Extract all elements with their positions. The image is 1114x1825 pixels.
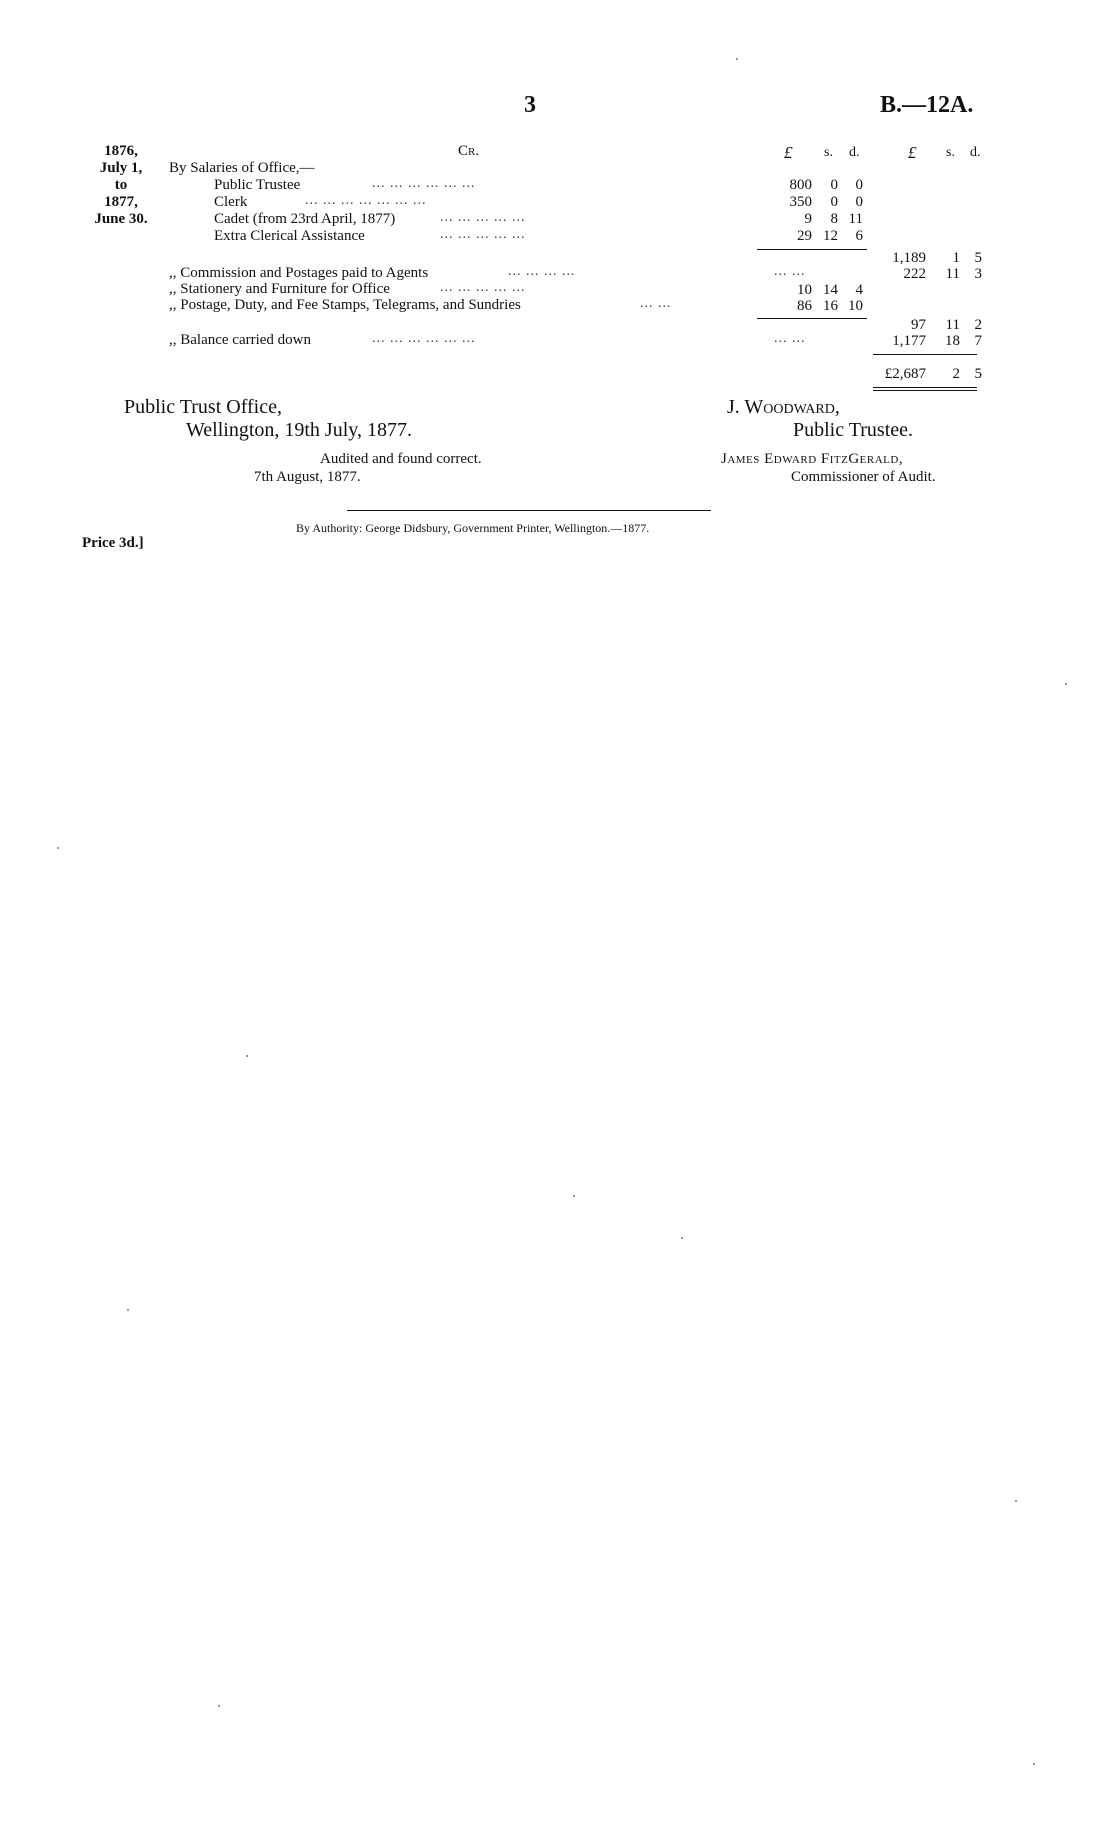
amount-pounds: 800 bbox=[789, 177, 812, 193]
entry-label: ,, Balance carried down bbox=[169, 332, 312, 348]
auditor-title: Commissioner of Audit. bbox=[791, 469, 936, 485]
office-name: Public Trust Office, bbox=[124, 396, 282, 418]
scan-speck bbox=[127, 1309, 129, 1311]
amount-pounds: 9 bbox=[804, 211, 812, 227]
grand-total-pounds: £2,687 bbox=[884, 366, 926, 382]
amount-pence: 6 bbox=[855, 228, 863, 244]
pounds-header: £ bbox=[908, 143, 917, 162]
amount-pence: 3 bbox=[974, 266, 982, 282]
pounds-header: £ bbox=[784, 143, 793, 162]
entry-label: ,, Postage, Duty, and Fee Stamps, Telegrams, and Sundries bbox=[169, 297, 521, 313]
amount-pence: 0 bbox=[855, 194, 863, 210]
shillings-header: s. bbox=[824, 145, 833, 160]
amount-pounds: 350 bbox=[789, 194, 812, 210]
scan-speck bbox=[1065, 683, 1067, 685]
subtotal-rule bbox=[757, 318, 867, 319]
leader-dots: ... ... ... ... ... bbox=[440, 227, 526, 242]
credit-label: Cr. bbox=[458, 143, 480, 159]
amount-pence: 11 bbox=[848, 211, 863, 227]
amount-pounds: 29 bbox=[797, 228, 812, 244]
signatory-name: J. Woodward, bbox=[727, 396, 840, 418]
date-line: 1876, bbox=[104, 143, 138, 159]
subtotal-pounds: 97 bbox=[911, 317, 926, 333]
amount-pounds: 222 bbox=[903, 266, 926, 282]
leader-dots: ... ... ... ... ... bbox=[440, 210, 526, 225]
audit-statement: Audited and found correct. bbox=[320, 451, 482, 467]
subtotal-pence: 2 bbox=[974, 317, 982, 333]
subtotal-pounds: 1,189 bbox=[892, 250, 926, 266]
leader-dots: ... ... ... ... ... ... ... bbox=[305, 193, 427, 208]
price-label: Price 3d.] bbox=[82, 535, 144, 551]
amount-shillings: 8 bbox=[830, 211, 838, 227]
office-date: Wellington, 19th July, 1877. bbox=[186, 419, 412, 441]
leader-dots: ... ... bbox=[640, 296, 672, 311]
salaries-heading: By Salaries of Office,— bbox=[169, 160, 315, 176]
entry-label: Extra Clerical Assistance bbox=[214, 228, 365, 244]
grand-total-shillings: 2 bbox=[952, 366, 960, 382]
subtotal-shillings: 11 bbox=[945, 317, 960, 333]
auditor-name: James Edward FitzGerald, bbox=[721, 451, 904, 467]
entry-label: Public Trustee bbox=[214, 177, 301, 193]
amount-pence: 10 bbox=[848, 298, 863, 314]
leader-dots: ... ... bbox=[774, 264, 806, 279]
entry-label: Cadet (from 23rd April, 1877) bbox=[214, 211, 396, 227]
date-line: 1877, bbox=[104, 194, 138, 210]
total-double-rule bbox=[873, 387, 977, 388]
amount-shillings: 0 bbox=[830, 177, 838, 193]
amount-pounds: 10 bbox=[797, 282, 812, 298]
scan-speck bbox=[57, 847, 59, 849]
date-line: to bbox=[114, 177, 128, 193]
printer-authority: By Authority: George Didsbury, Government Printer, Wellington.—1877. bbox=[296, 521, 650, 535]
scan-speck bbox=[246, 1055, 248, 1057]
page-number: 3 bbox=[524, 92, 536, 118]
date-line: June 30. bbox=[94, 211, 148, 227]
leader-dots: ... ... ... ... ... ... bbox=[372, 176, 476, 191]
scan-speck bbox=[573, 1195, 575, 1197]
scan-speck bbox=[218, 1705, 220, 1707]
scan-speck bbox=[681, 1237, 683, 1239]
leader-dots: ... ... ... ... bbox=[508, 264, 576, 279]
amount-pence: 4 bbox=[855, 282, 863, 298]
total-rule bbox=[873, 354, 977, 355]
shillings-header: s. bbox=[946, 145, 955, 160]
total-double-rule bbox=[873, 390, 977, 391]
amount-shillings: 11 bbox=[945, 266, 960, 282]
balance-shillings: 18 bbox=[945, 333, 960, 349]
leader-dots: ... ... ... ... ... ... bbox=[372, 331, 476, 346]
scan-speck bbox=[736, 58, 738, 60]
amount-pence: 0 bbox=[855, 177, 863, 193]
subtotal-rule bbox=[757, 249, 867, 250]
amount-pounds: 86 bbox=[797, 298, 812, 314]
signatory-title: Public Trustee. bbox=[793, 419, 914, 441]
balance-pounds: 1,177 bbox=[892, 333, 926, 349]
balance-pence: 7 bbox=[974, 333, 982, 349]
scan-speck bbox=[1033, 1763, 1035, 1765]
amount-shillings: 14 bbox=[823, 282, 838, 298]
amount-shillings: 12 bbox=[823, 228, 838, 244]
pence-header: d. bbox=[970, 145, 981, 160]
subtotal-shillings: 1 bbox=[952, 250, 960, 266]
footer-rule bbox=[347, 510, 711, 511]
audit-date: 7th August, 1877. bbox=[254, 469, 361, 485]
pence-header: d. bbox=[849, 145, 860, 160]
leader-dots: ... ... ... ... ... bbox=[440, 280, 526, 295]
amount-shillings: 0 bbox=[830, 194, 838, 210]
subtotal-pence: 5 bbox=[974, 250, 982, 266]
entry-label: ,, Stationery and Furniture for Office bbox=[169, 281, 390, 297]
date-line: July 1, bbox=[99, 160, 143, 176]
date-range bbox=[76, 143, 166, 228]
entry-label: Clerk bbox=[214, 194, 248, 210]
scan-speck bbox=[1015, 1500, 1017, 1502]
document-reference: B.—12A. bbox=[880, 92, 974, 118]
leader-dots: ... ... bbox=[774, 331, 806, 346]
entry-label: ,, Commission and Postages paid to Agents bbox=[169, 265, 429, 281]
amount-shillings: 16 bbox=[823, 298, 838, 314]
grand-total-pence: 5 bbox=[974, 366, 982, 382]
